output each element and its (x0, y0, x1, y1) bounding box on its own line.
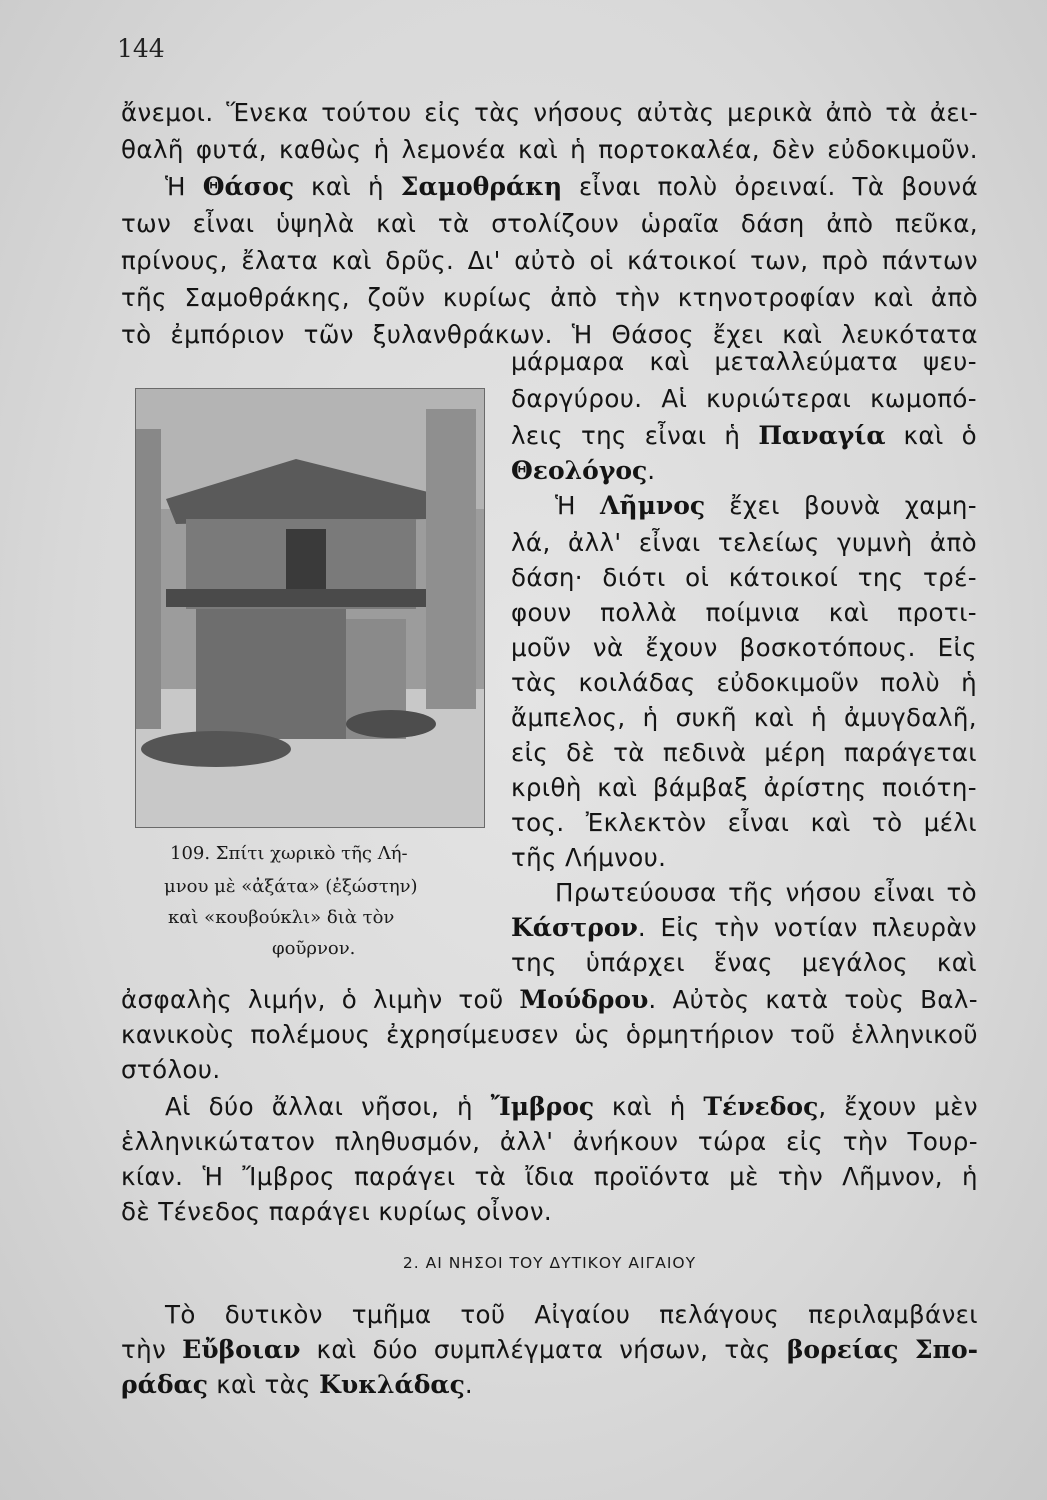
place-name-limnos: Λῆμνος (600, 491, 706, 520)
text-line: τος. Ἐκλεκτὸν εἶναι καὶ τὸ μέλι (511, 808, 977, 837)
text-line: τὸ ἐμπόριον τῶν ξυλανθράκων. Ἡ Θάσος ἔχει καὶ λευκότατα (121, 320, 978, 349)
place-name-moudros: Μούδρου (519, 985, 649, 1014)
text-line: λεις της εἶναι ἡ Παναγία καὶ ὁ (511, 421, 977, 450)
text-line: τῆς Σαμοθράκης, ζοῦν κυρίως ἀπὸ τὴν κτηνοτροφίαν καὶ ἀπὸ (121, 283, 978, 312)
text-line: εἰς δὲ τὰ πεδινὰ μέρη παράγεται (511, 738, 977, 767)
place-name-kastron: Κάστρον (511, 913, 638, 942)
text-line: τῆς Λήμνου. (511, 843, 667, 872)
text-line: κίαν. Ἡ Ἴμβρος παράγει τὰ ἴδια προϊόντα μὲ τὴν Λῆμνον, ἡ (121, 1162, 978, 1191)
text-line: ράδας καὶ τὰς Κυκλάδας. (121, 1370, 474, 1399)
text-line: Αἱ δύο ἄλλαι νῆσοι, ἡ Ἴμβρος καὶ ἡ Τένεδος, ἔχουν μὲν (165, 1092, 978, 1121)
text-line: Θεολόγος. (511, 456, 656, 485)
place-name-sporades-cont: ράδας (121, 1370, 208, 1399)
text-line: ἑλληνικώτατον πληθυσμόν, ἀλλ' ἀνήκουν τώρα εἰς τὴν Τουρ- (121, 1127, 978, 1156)
place-name-kyklades: Κυκλάδας (319, 1370, 465, 1399)
text-line: Ἡ Λῆμνος ἔχει βουνὰ χαμη- (555, 491, 977, 520)
figure-caption-line: καὶ «κουβούκλι» διὰ τὸν (168, 907, 395, 928)
text-line: τὴν Εὔβοιαν καὶ δύο συμπλέγματα νήσων, τὰς βορείας Σπο- (121, 1335, 978, 1364)
place-name-panagia: Παναγία (758, 421, 886, 450)
text-line: πρίνους, ἔλατα καὶ δρῦς. Δι' αὐτὸ οἱ κάτοικοί των, πρὸ πάντων (121, 246, 978, 275)
page-number: 144 (117, 34, 165, 63)
text-line: της ὑπάρχει ἕνας μεγάλος καὶ (511, 948, 977, 977)
text-line: Πρωτεύουσα τῆς νήσου εἶναι τὸ (555, 878, 977, 907)
figure-caption-line: 109. Σπίτι χωρικὸ τῆς Λή- (170, 843, 408, 864)
text-line: Τὸ δυτικὸν τμῆμα τοῦ Αἰγαίου πελάγους περιλαμβάνει (165, 1300, 978, 1329)
text-line: ἀσφαλὴς λιμήν, ὁ λιμὴν τοῦ Μούδρου. Αὐτὸς κατὰ τοὺς Βαλ- (121, 985, 978, 1014)
text-line: των εἶναι ὑψηλὰ καὶ τὰ στολίζουν ὡραῖα δάση ἀπὸ πεῦκα, (121, 209, 978, 238)
place-name-sporades: βορείας Σπο- (786, 1335, 978, 1364)
text-line: θαλῆ φυτά, καθὼς ἡ λεμονέα καὶ ἡ πορτοκαλέα, δὲν εὐδοκιμοῦν. (121, 135, 978, 164)
text-line: φουν πολλὰ ποίμνια καὶ προτι- (511, 598, 977, 627)
text-line: δὲ Τένεδος παράγει κυρίως οἶνον. (121, 1197, 553, 1226)
text-line: ἄμπελος, ἡ συκῆ καὶ ἡ ἀμυγδαλῆ, (511, 703, 977, 732)
text-line: Ἡ Θάσος καὶ ἡ Σαμοθράκη εἶναι πολὺ ὀρειναί. Τὰ βουνά (165, 172, 978, 201)
text-line: στόλου. (121, 1055, 221, 1084)
text-line: κριθὴ καὶ βάμβαξ ἀρίστης ποιότη- (511, 773, 977, 802)
text-line: λά, ἀλλ' εἶναι τελείως γυμνὴ ἀπὸ (511, 528, 977, 557)
text-line: δάση· διότι οἱ κάτοικοί της τρέ- (511, 563, 977, 592)
place-name-thasos: Θάσος (202, 172, 295, 201)
text-line: μοῦν νὰ ἔχουν βοσκοτόπους. Εἰς (511, 633, 977, 662)
text-line: τὰς κοιλάδας εὐδοκιμοῦν πολὺ ἡ (511, 668, 977, 697)
figure-photo-house (135, 388, 485, 828)
section-heading: 2. ΑΙ ΝΗΣΟΙ ΤΟΥ ΔΥΤΙΚΟΥ ΑΙΓΑΙΟΥ (402, 1254, 697, 1272)
text-line: ἄνεμοι. Ἕνεκα τούτου εἰς τὰς νήσους αὐτὰς μερικὰ ἀπὸ τὰ ἀει- (121, 98, 978, 127)
place-name-tenedos: Τένεδος (703, 1092, 819, 1121)
place-name-theologos: Θεολόγος (511, 456, 648, 485)
text-line: μάρμαρα καὶ μεταλλεύματα ψευ- (511, 347, 977, 376)
text-line: Κάστρον. Εἰς τὴν νοτίαν πλευρὰν (511, 913, 977, 942)
text-line: κανικοὺς πολέμους ἐχρησίμευσεν ὡς ὁρμητήριον τοῦ ἑλληνικοῦ (121, 1020, 978, 1049)
place-name-evia: Εὔβοιαν (182, 1335, 301, 1364)
text-line: δαργύρου. Αἱ κυριώτεραι κωμοπό- (511, 384, 977, 413)
place-name-imvros: Ἴμβρος (490, 1092, 595, 1121)
figure-caption-line: φοῦρνον. (272, 938, 356, 959)
place-name-samothraki: Σαμοθράκη (400, 172, 563, 201)
figure-caption-line: μνου μὲ «ἀξάτα» (ἐξώστην) (164, 876, 418, 897)
